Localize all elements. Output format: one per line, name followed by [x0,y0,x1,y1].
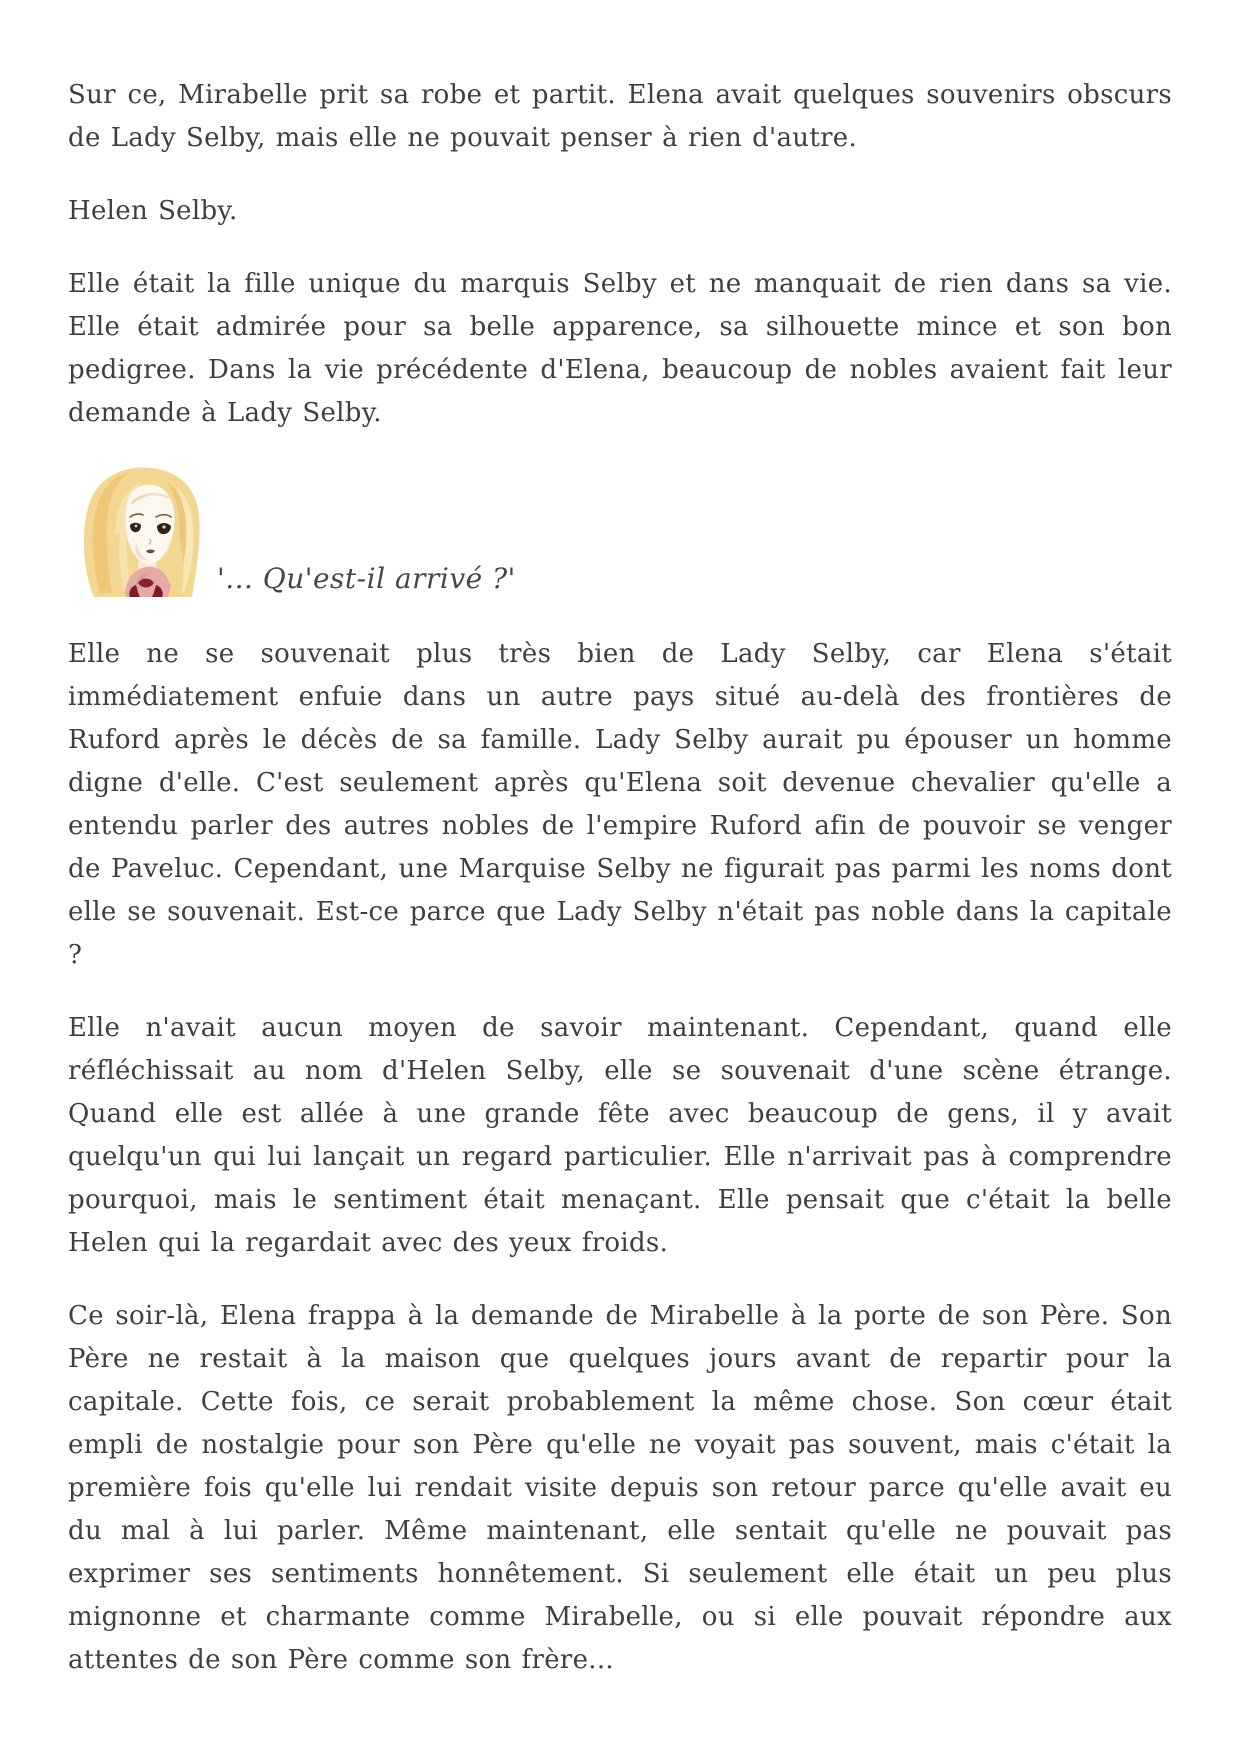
paragraph-1: Sur ce, Mirabelle prit sa robe et partit. Elena avait quelques souvenirs obscurs de Lady Selby, mais elle ne pouvait penser à rien d'autre. [68,80,1172,153]
paragraph-2: Helen Selby. [68,196,238,226]
paragraph-6: Ce soir-là, Elena frappa à la demande de Mirabelle à la porte de son Père. Son Père ne restait à la maison que quelques jours avant de repartir pour la capitale. Cette fois, ce serait probablement la même chose. Son cœur était empli de nostalgie pour son Père qu'elle ne voyait pas souvent, mais c'était la première fois qu'elle lui rendait visite depuis son retour parce qu'elle avait eu du mal à lui parler. Même maintenant, elle sentait qu'elle ne pouvait pas exprimer ses sentiments honnêtement. Si seulement elle était un peu plus mignonne et charmante comme Mirabelle, ou si elle pouvait répondre aux attentes de son Père comme son frère... [68,1301,1172,1675]
paragraph-3: Elle était la fille unique du marquis Selby et ne manquait de rien dans sa vie. Elle était admirée pour sa belle apparence, sa silhouette mince et son bon pedigree. Dans la vie précédente d'Elena, beaucoup de nobles avaient fait leur demande à Lady Selby. [68,269,1172,428]
illustration-row [80,465,1172,597]
paragraph-5: Elle n'avait aucun moyen de savoir maintenant. Cependant, quand elle réfléchissait au nom d'Helen Selby, elle se souvenait d'une scène étrange. Quand elle est allée à une grande fête avec beaucoup de gens, il y avait quelqu'un qui lui lançait un regard particulier. Elle n'arrivait pas à comprendre pourquoi, mais le sentiment était menaçant. Elle pensait que c'était la belle Helen qui la regardait avec des yeux froids. [68,1013,1172,1258]
character-portrait-image [80,465,207,597]
illustration-caption: '... Qu'est-il arrivé ?' [217,562,516,595]
paragraph-4: Elle ne se souvenait plus très bien de Lady Selby, car Elena s'était immédiatement enfuie dans un autre pays situé au-delà des frontières de Ruford après le décès de sa famille. Lady Selby aurait pu épouser un homme digne d'elle. C'est seulement après qu'Elena soit devenue chevalier qu'elle a entendu parler des autres nobles de l'empire Ruford afin de pouvoir se venger de Paveluc. Cependant, une Marquise Selby ne figurait pas parmi les noms dont elle se souvenait. Est-ce parce que Lady Selby n'était pas noble dans la capitale ? [68,639,1172,970]
blonde-woman-portrait-illustration [80,465,207,597]
